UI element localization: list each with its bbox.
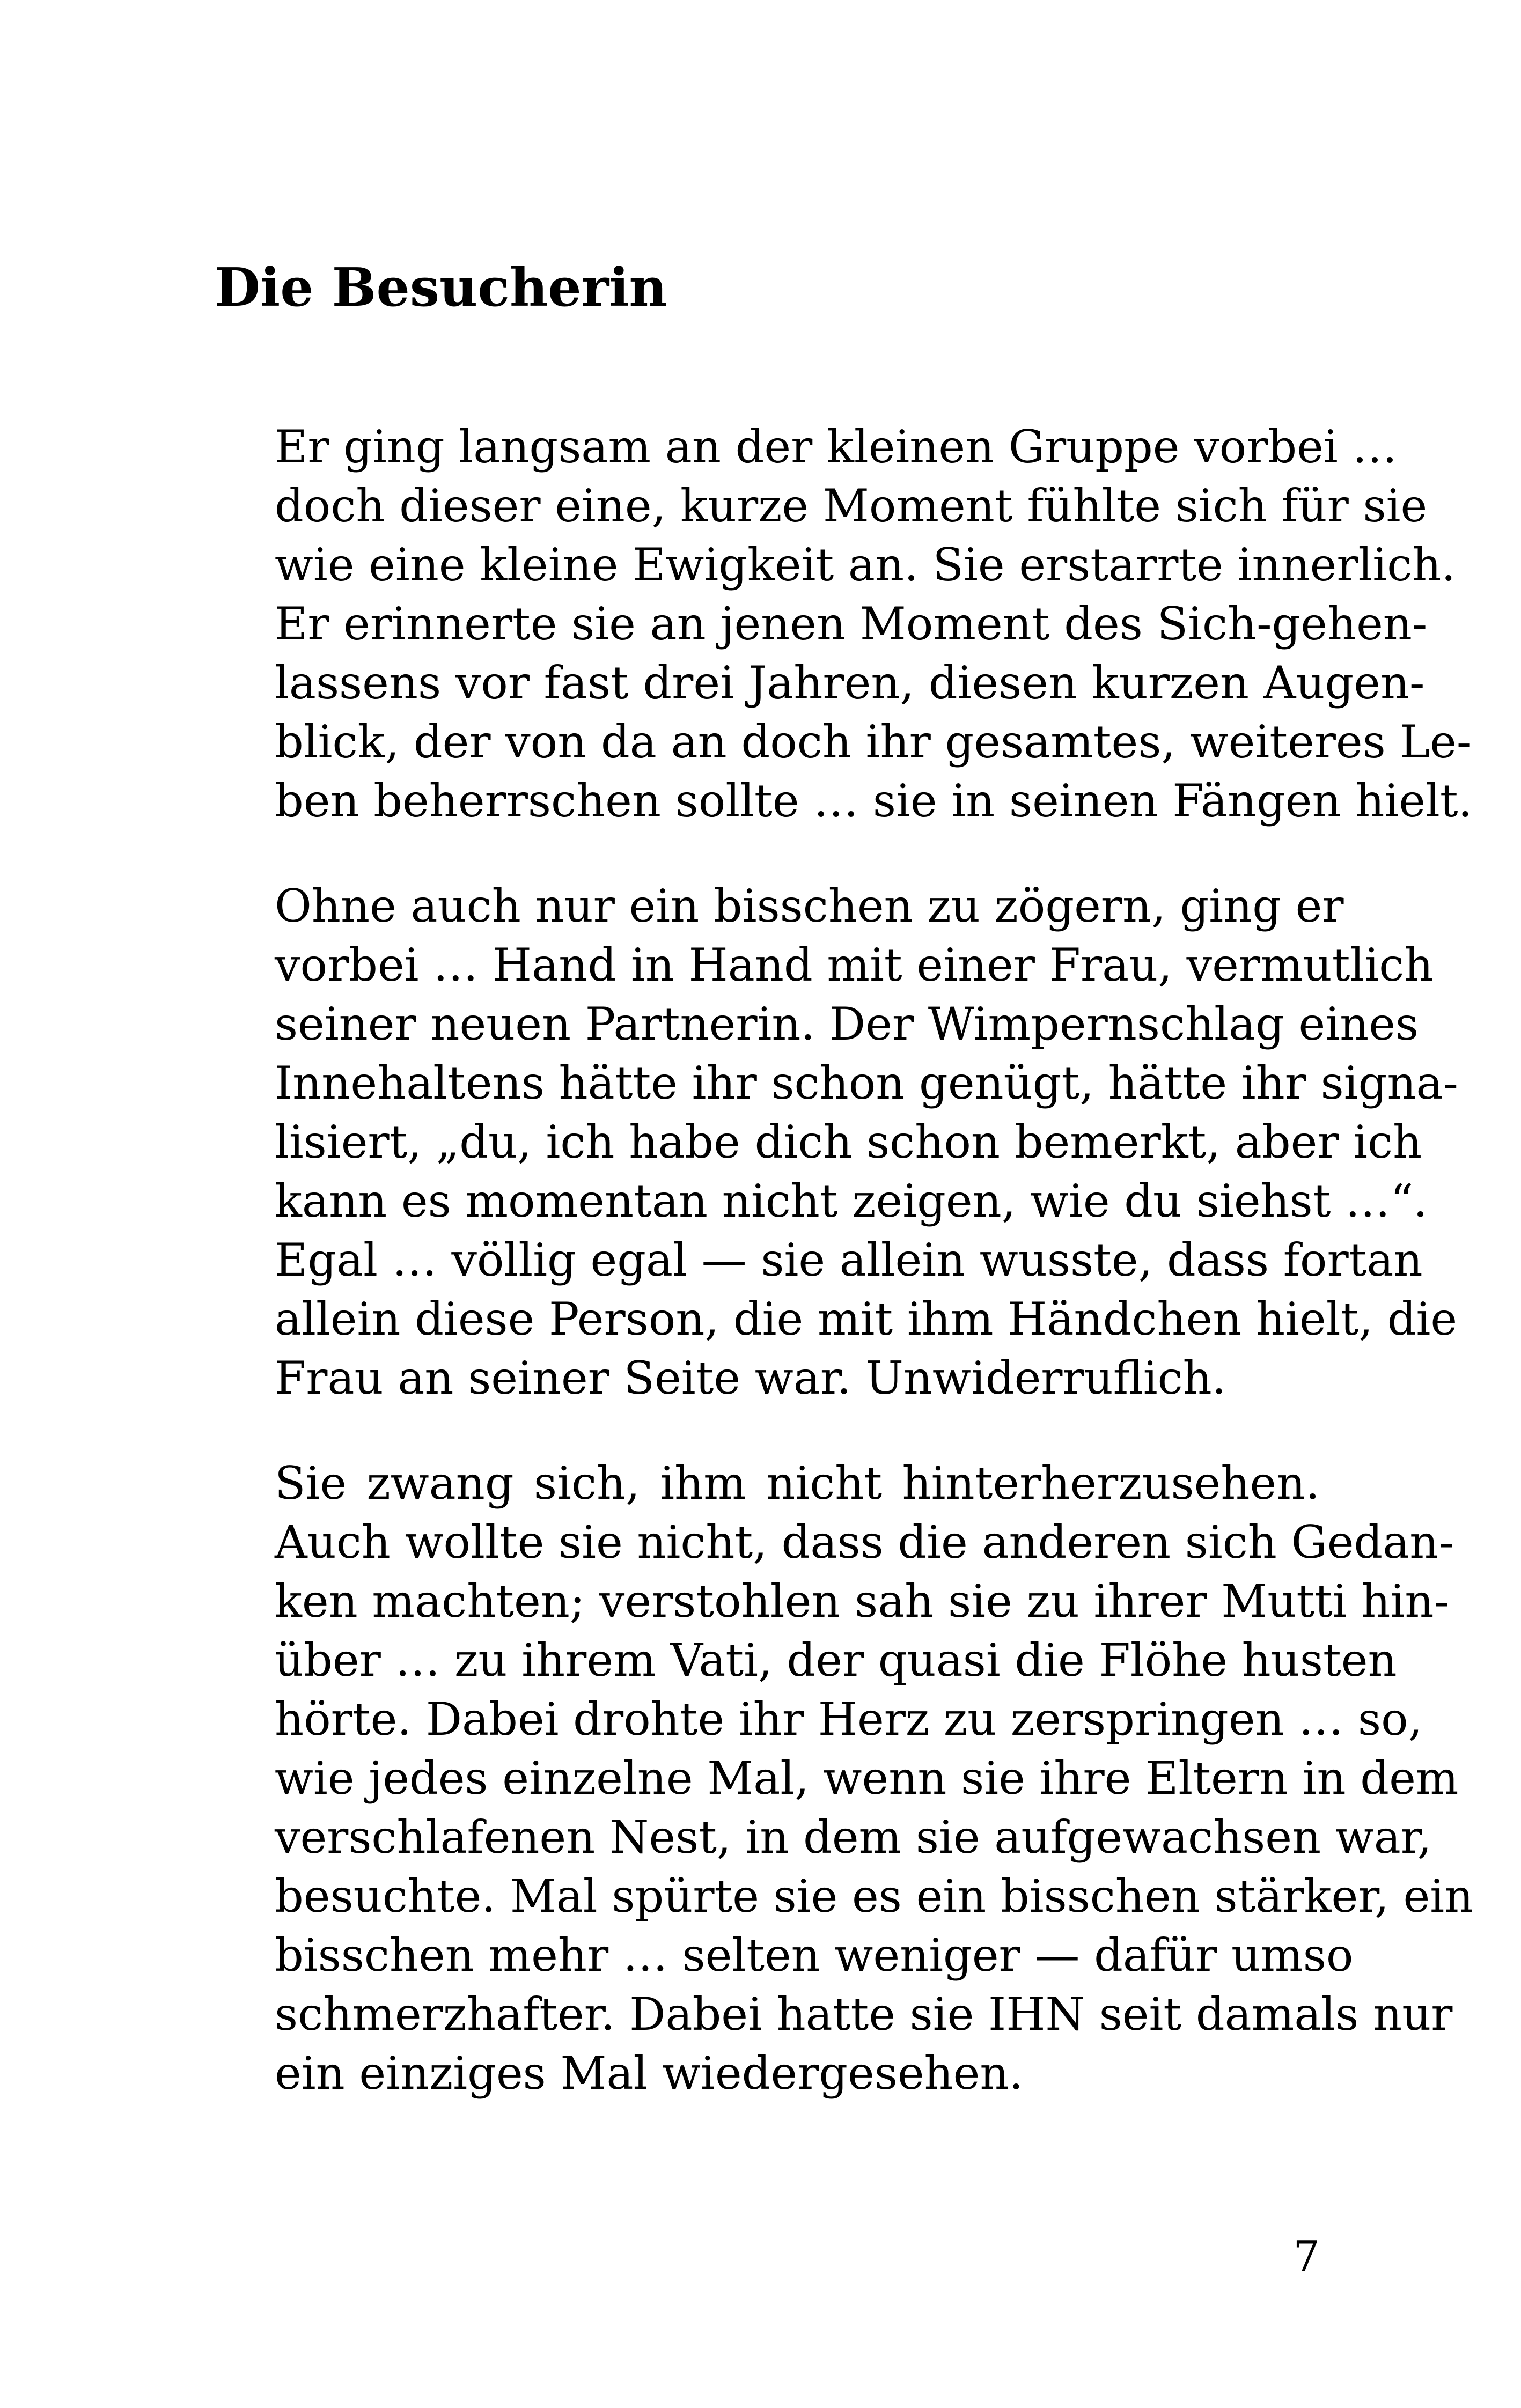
text-line: über … zu ihrem Vati, der quasi die Flöhe husten bbox=[275, 1634, 1397, 1687]
text-line: hörte. Dabei drohte ihr Herz zu zerspringen … so, bbox=[275, 1693, 1423, 1746]
text-line: Ohne auch nur ein bisschen zu zögern, ging er bbox=[275, 880, 1344, 932]
text-line: besuchte. Mal spürte sie es ein bisschen stärker, ein bbox=[275, 1870, 1474, 1923]
text-line: seiner neuen Partnerin. Der Wimpernschlag eines bbox=[275, 998, 1419, 1050]
text-line: wie jedes einzelne Mal, wenn sie ihre Eltern in dem bbox=[275, 1752, 1459, 1805]
text-line: lisiert, „du, ich habe dich schon bemerkt, aber ich bbox=[275, 1116, 1422, 1168]
text-line: kann es momentan nicht zeigen, wie du siehst …“. bbox=[275, 1175, 1428, 1227]
text-line: wie eine kleine Ewigkeit an. Sie erstarrte innerlich. bbox=[275, 539, 1456, 591]
text-line: doch dieser eine, kurze Moment fühlte sich für sie bbox=[275, 480, 1428, 532]
chapter-title: Die Besucherin bbox=[215, 257, 667, 319]
text-line: ein einziges Mal wiedergesehen. bbox=[275, 2047, 1024, 2100]
text-line: lassens vor fast drei Jahren, diesen kurzen Augen- bbox=[275, 657, 1425, 709]
text-line: vorbei … Hand in Hand mit einer Frau, vermutlich bbox=[275, 939, 1434, 991]
paragraph-2 bbox=[215, 877, 1458, 1408]
text-line: bisschen mehr … selten weniger — dafür umso bbox=[275, 1929, 1354, 1982]
page-number: 7 bbox=[1293, 2233, 1320, 2281]
text-line: allein diese Person, die mit ihm Händchen hielt, die bbox=[275, 1293, 1458, 1345]
text-line: verschlafenen Nest, in dem sie aufgewachsen war, bbox=[275, 1811, 1432, 1864]
text-line: Frau an seiner Seite war. Unwiderruflich. bbox=[275, 1352, 1226, 1404]
text-line: Er ging langsam an der kleinen Gruppe vorbei … bbox=[275, 421, 1398, 473]
text-line: Auch wollte sie nicht, dass die anderen sich Gedan- bbox=[275, 1516, 1454, 1568]
text-line: ben beherrschen sollte … sie in seinen Fängen hielt. bbox=[275, 775, 1473, 827]
text-line: Egal … völlig egal — sie allein wusste, dass fortan bbox=[275, 1234, 1423, 1286]
text-line: Er erinnerte sie an jenen Moment des Sich-gehen- bbox=[275, 598, 1428, 650]
text-line: ken machten; verstohlen sah sie zu ihrer Mutti hin- bbox=[275, 1575, 1449, 1628]
paragraph-3 bbox=[215, 1454, 1474, 2103]
text-line: blick, der von da an doch ihr gesamtes, weiteres Le- bbox=[275, 716, 1472, 768]
body-text bbox=[215, 417, 1474, 2149]
text-line: schmerzhafter. Dabei hatte sie IHN seit damals nur bbox=[275, 1988, 1453, 2041]
text-line: Sie zwang sich, ihm nicht hinterherzusehen. bbox=[275, 1457, 1320, 1509]
paragraph-1 bbox=[215, 417, 1473, 830]
text-line: Innehaltens hätte ihr schon genügt, hätte ihr signa- bbox=[275, 1057, 1458, 1109]
